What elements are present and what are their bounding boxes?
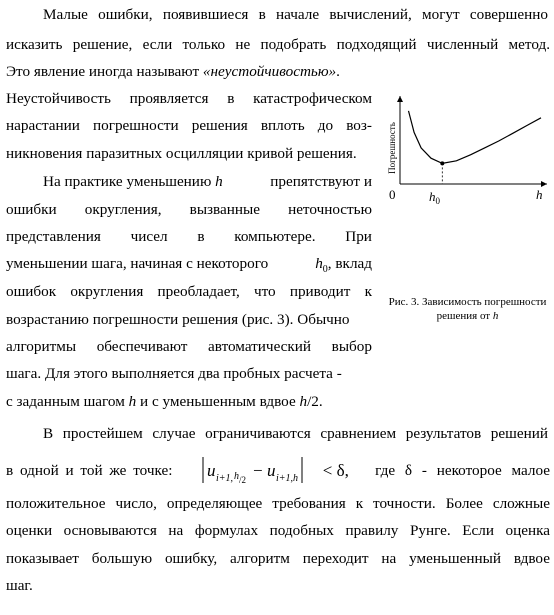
word: Рунге. [409, 522, 451, 539]
word: обеспечивают [96, 338, 188, 355]
word: число, [115, 495, 157, 512]
p2-line2 [6, 200, 372, 220]
word: чисел [130, 228, 168, 245]
word: требования [272, 495, 346, 512]
p3-line2: в одной и той же точке: u i+1, h /2 − u i+1,h < δ, где δ - некоторое малое [6, 461, 550, 481]
word: ошибки [6, 201, 57, 218]
p3-line4 [6, 521, 550, 541]
word: решения [191, 117, 248, 134]
word: компьютере. [234, 228, 316, 245]
figure-3 [381, 88, 554, 323]
word: нарастании [6, 117, 80, 134]
x-axis-label: h [536, 187, 543, 202]
word: уменьшенный [409, 550, 501, 567]
p2-line1: На практике уменьшению h препятствуют и [43, 173, 372, 190]
h0-label: $h_0$ [429, 189, 440, 206]
word: точности. [373, 495, 436, 512]
svg-text:h: h [233, 471, 239, 482]
word: Неустойчивость [6, 90, 111, 107]
word: проявляется [129, 90, 209, 107]
word: алгоритмы [6, 338, 77, 355]
word: вплоть [260, 117, 305, 134]
p3-line1 [43, 424, 548, 444]
minimum-point [440, 161, 444, 165]
word: округления [70, 283, 144, 300]
word: что [253, 283, 276, 300]
word: определяющее [166, 495, 263, 512]
word: в [227, 90, 235, 107]
word: воз- [346, 117, 372, 134]
p2-line7 [6, 337, 372, 357]
word: преобладает, [157, 283, 240, 300]
figure-caption-line2: решения от h [436, 310, 499, 322]
word: формулах [194, 522, 259, 539]
word: вызванные [189, 201, 260, 218]
word: если [142, 36, 173, 53]
word: Более [445, 495, 483, 512]
p3-line5 [6, 549, 550, 569]
word: катастрофическом [253, 90, 372, 107]
word: подобрать [260, 36, 327, 53]
word: только [182, 36, 226, 53]
word: погрешности [93, 117, 179, 134]
word: представления [6, 228, 101, 245]
svg-text:i+1,h: i+1,h [275, 473, 298, 484]
word: не [235, 36, 251, 53]
p2-line5 [6, 282, 372, 302]
error-curve [409, 111, 542, 163]
word: большую [91, 550, 153, 567]
word: оценка [505, 522, 550, 539]
word: численный [426, 36, 499, 53]
word: приводит [289, 283, 351, 300]
word: к [355, 495, 364, 512]
abs-difference-formula [201, 455, 321, 487]
word: на [381, 550, 397, 567]
p1-line1 [43, 5, 548, 25]
term-instability: «неустойчивостью» [202, 63, 337, 80]
p3-line6: шаг. [6, 577, 33, 594]
word: показывает [6, 550, 79, 567]
word: основываются [63, 522, 157, 539]
p2-line6: возрастанию погрешности решения (рис. 3). Обычно [6, 311, 350, 328]
word: подобных [269, 522, 334, 539]
svg-text:/2: /2 [238, 475, 246, 485]
word: автоматический [208, 338, 312, 355]
word: ограничиваются [205, 425, 311, 442]
word: решение, [72, 36, 133, 53]
figure-caption-line1: Рис. 3. Зависимость погрешности [388, 296, 547, 308]
word: алгоритм [230, 550, 290, 567]
p2-line3 [6, 227, 372, 247]
word: округления, [84, 201, 162, 218]
p1-line4 [6, 89, 372, 109]
origin-label: 0 [389, 187, 396, 202]
word: в [258, 6, 266, 23]
word: выбор [331, 338, 372, 355]
word: случае [152, 425, 196, 442]
word: метод. [508, 36, 550, 53]
word: подходящий [336, 36, 417, 53]
p1-line5 [6, 116, 372, 136]
p3-line3 [6, 494, 550, 514]
word: до [317, 117, 334, 134]
stopping-criterion-formula: u i+1, h /2 − u i+1,h < δ, [201, 455, 349, 487]
word: на [168, 522, 184, 539]
svg-text:u: u [266, 461, 276, 480]
word: простейшем [62, 425, 143, 442]
p2-line4: уменьшении шага, начиная с некоторого $h_0$, вклад [6, 255, 372, 276]
word: исказить [6, 36, 63, 53]
word: сравнением [320, 425, 397, 442]
word: в [197, 228, 205, 245]
word: Малые [43, 6, 88, 23]
word: В [43, 425, 54, 442]
word: При [345, 228, 372, 245]
word: положительное [6, 495, 106, 512]
word: результатов [405, 425, 482, 442]
word: неточностью [288, 201, 372, 218]
word: начале [276, 6, 320, 23]
word: правилу [345, 522, 399, 539]
word: решений [490, 425, 548, 442]
word: вдвое [513, 550, 550, 567]
word: оценки [6, 522, 53, 539]
y-axis-label: Погрешность [387, 122, 397, 174]
word: переходит [302, 550, 369, 567]
word: могут [421, 6, 460, 23]
word: ошибок [6, 283, 57, 300]
svg-text:−: − [252, 461, 263, 480]
svg-text:u: u [206, 461, 216, 480]
word: появившиеся [162, 6, 249, 23]
word: к [364, 283, 372, 300]
word: совершенно [469, 6, 548, 23]
word: Если [462, 522, 494, 539]
word: сложные [492, 495, 550, 512]
p1-line6: никновения паразитных осцилляции кривой решения. [6, 145, 357, 162]
p1-line2 [6, 35, 550, 55]
p2-line8: шага. Для этого выполняется два пробных расчета - [6, 365, 342, 382]
word: ошибку, [164, 550, 218, 567]
word: вычислений, [329, 6, 412, 23]
word: ошибки, [98, 6, 153, 23]
error-vs-step-chart [381, 88, 554, 208]
svg-text:i+1,: i+1, [215, 473, 233, 484]
p1-line3: Это явление иногда называют «неустойчивостью». [6, 63, 340, 80]
p2-line9: с заданным шагом h и с уменьшенным вдвое h/2. [6, 393, 323, 410]
